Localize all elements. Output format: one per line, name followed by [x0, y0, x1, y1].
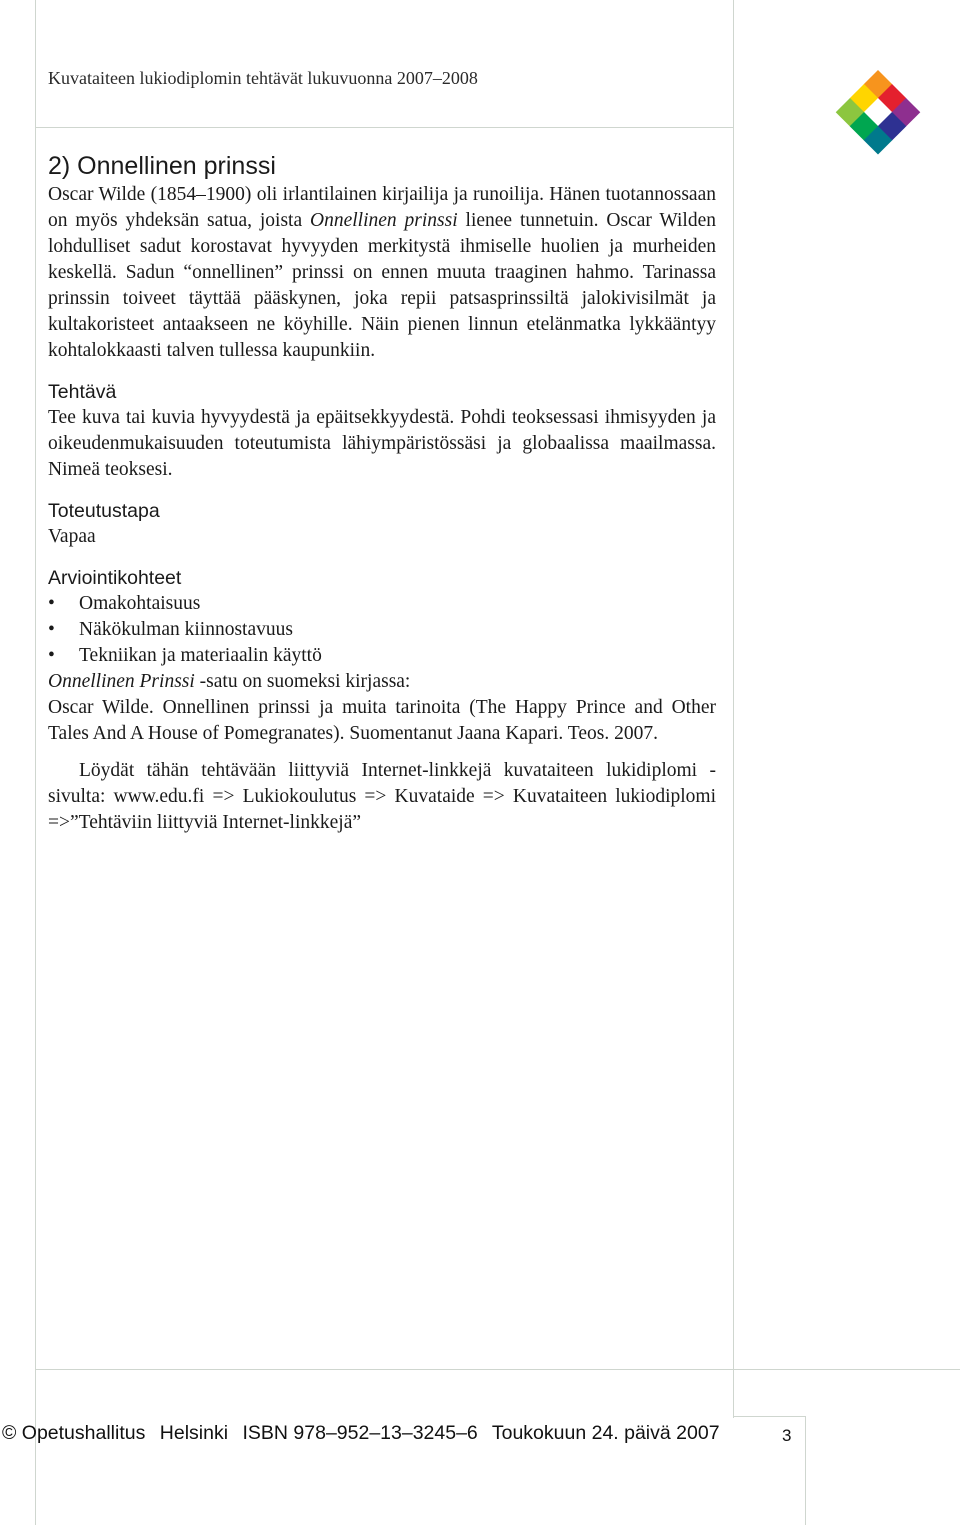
- intro-paragraph: [48, 182, 716, 364]
- criteria-item: [48, 617, 716, 643]
- footer-city: Helsinki: [159, 1422, 229, 1444]
- method-heading: Toteutustapa: [48, 500, 160, 522]
- page-header: Kuvataiteen lukiodiplomin tehtävät lukuvuonna 2007–2008: [48, 68, 478, 88]
- book-title: Onnellinen Prinssi: [48, 671, 195, 692]
- left-margin-line: [35, 0, 36, 1525]
- page-number: 3: [782, 1426, 792, 1445]
- criteria-item-label: Omakohtaisuus: [79, 593, 201, 614]
- intro-book-title: Onnellinen prinssi: [310, 210, 458, 231]
- criteria-item-label: Tekniikan ja materiaalin käyttö: [79, 645, 322, 666]
- footer-bottom-line: [733, 1416, 806, 1417]
- right-margin-line: [733, 0, 734, 1418]
- footer-isbn: ISBN 978–952–13–3245–6: [242, 1422, 478, 1444]
- intro-text-end: lienee tunnetuin. Oscar Wilden lohdulliset sadut korostavat hyvyyden merkitystä ihmiselle huolien ja murheiden keskellä. Sadun “onnellinen” prinssi on ennen muuta traaginen hahmo. Tarinassa prinssin toiveet täyttää pääskynen, joka repii patsasprinssiltä jalokivisilmät ja kultakoristeet antaakseen ne köyhille. Näin pienen linnun etelänmatka lykkääntyy kohtalokkaasti talven tullessa kaupunkiin.: [48, 210, 717, 361]
- links-paragraph: Löydät tähän tehtävään liittyviä Internet-linkkejä kuvataiteen lukidiplomi -sivulta: www.edu.fi => Lukiokoulutus => Kuvataide => Kuvataiteen lukiodiplomi =>”Tehtäviin liittyviä Internet-linkkejä”: [48, 760, 716, 833]
- book-reference: Oscar Wilde. Onnellinen prinssi ja muita tarinoita (The Happy Prince and Other Tales And A House of Pomegranates). Suomentanut Jaana Kapari. Teos. 2007.: [48, 697, 716, 744]
- color-diamond-logo-icon: [822, 70, 934, 182]
- criteria-item: [48, 643, 716, 669]
- task-heading: Tehtävä: [48, 381, 117, 403]
- criteria-heading: Arviointikohteet: [48, 567, 182, 589]
- section-title: 2) Onnellinen prinssi: [48, 152, 276, 180]
- criteria-list: [48, 591, 716, 669]
- footer-date: Toukokuun 24. päivä 2007: [491, 1422, 720, 1444]
- task-text: Tee kuva tai kuvia hyvyydestä ja epäitsekkyydestä. Pohdi teoksessasi ihmisyyden ja oikeudenmukaisuuden toteutumista lähiympäristössäsi ja globaalissa maailmassa. Nimeä teoksesi.: [48, 407, 716, 480]
- criteria-item-label: Näkökulman kiinnostavuus: [79, 619, 293, 640]
- main-content: [48, 150, 716, 836]
- bullet-icon: •: [48, 593, 55, 614]
- method-text: Vapaa: [48, 526, 96, 547]
- bullet-icon: •: [48, 619, 55, 640]
- criteria-item: [48, 591, 716, 617]
- bullet-icon: •: [48, 645, 55, 666]
- footer-divider-line: [35, 1369, 960, 1370]
- intro-text-start: Oscar Wilde (1854–1900) oli irlantilainen kirjailija ja runoilija. Hänen tuotannossaan on myös yhdeksän satua, joista: [48, 184, 716, 231]
- book-intro: [48, 669, 716, 695]
- book-intro-rest: -satu on suomeksi kirjassa:: [194, 671, 411, 692]
- header-divider-line: [35, 127, 734, 128]
- footer-copyright: © Opetushallitus: [2, 1422, 146, 1444]
- page-footer: [2, 1422, 729, 1445]
- page-number-box-line: [805, 1416, 806, 1525]
